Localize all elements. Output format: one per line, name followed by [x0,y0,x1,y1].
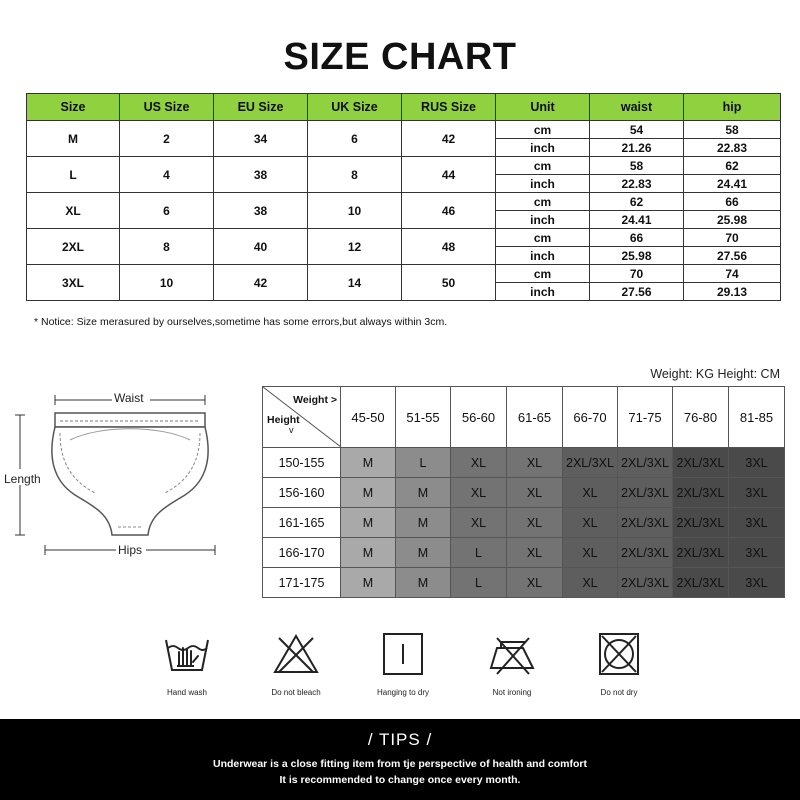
hip-cell: 24.41 [684,175,781,193]
size-row [27,121,781,139]
eu-size-cell: 38 [214,157,308,193]
waist-cell: 58 [590,157,684,175]
do-not-bleach-icon [271,632,321,676]
recommended-size-cell: 3XL [729,448,785,478]
hand-wash-icon [162,632,212,676]
header-uk-size: UK Size [308,94,402,121]
recommended-size-cell: 3XL [729,478,785,508]
size-chart-header-row [27,94,781,121]
recommended-size-cell: 2XL/3XL [618,538,673,568]
header-unit: Unit [496,94,590,121]
corner-weight-label: Weight > [293,394,337,406]
recommended-size-cell: M [396,538,451,568]
recommended-size-cell: XL [507,568,563,598]
hip-cell: 27.56 [684,247,781,265]
us-size-cell: 10 [120,265,214,301]
hip-cell: 22.83 [684,139,781,157]
care-do-not-bleach [251,632,341,697]
height-row [263,508,785,538]
weight-header-row [263,387,785,448]
recommended-size-cell: 2XL/3XL [673,508,729,538]
size-cell: 2XL [27,229,120,265]
hips-label: Hips [118,543,143,557]
recommended-size-cell: 3XL [729,568,785,598]
size-row [27,229,781,247]
uk-size-cell: 6 [308,121,402,157]
waist-cell: 22.83 [590,175,684,193]
height-cell: 150-155 [263,448,341,478]
recommended-size-cell: M [341,568,396,598]
recommended-size-cell: 2XL/3XL [618,568,673,598]
care-do-not-iron [467,632,557,697]
recommended-size-cell: XL [507,538,563,568]
unit-cell: inch [496,139,590,157]
us-size-cell: 2 [120,121,214,157]
unit-cell: inch [496,283,590,301]
size-chart-table [26,93,781,301]
recommended-size-cell: M [396,508,451,538]
uk-size-cell: 10 [308,193,402,229]
size-row [27,265,781,283]
corner-down-arrow: v [289,425,294,435]
unit-cell: cm [496,157,590,175]
waist-cell: 62 [590,193,684,211]
size-cell: M [27,121,120,157]
header-us-size: US Size [120,94,214,121]
size-row [27,193,781,211]
care-label: Not ironing [492,688,532,697]
size-cell: L [27,157,120,193]
recommended-size-cell: 2XL/3XL [618,478,673,508]
rus-size-cell: 46 [402,193,496,229]
care-hang-to-dry [358,632,448,697]
recommended-size-cell: 3XL [729,508,785,538]
rus-size-cell: 44 [402,157,496,193]
eu-size-cell: 38 [214,193,308,229]
do-not-iron-icon [487,632,537,676]
waist-cell: 24.41 [590,211,684,229]
eu-size-cell: 42 [214,265,308,301]
height-row [263,538,785,568]
recommended-size-cell: M [396,568,451,598]
unit-cell: cm [496,193,590,211]
weight-col-header: 66-70 [563,387,618,448]
recommended-size-cell: M [396,478,451,508]
hang-to-dry-icon [378,632,428,676]
header-eu-size: EU Size [214,94,308,121]
size-cell: 3XL [27,265,120,301]
corner-height-label: Height [267,414,300,426]
recommended-size-cell: XL [563,568,618,598]
care-label: Hanging to dry [376,688,430,697]
waist-cell: 27.56 [590,283,684,301]
hip-cell: 70 [684,229,781,247]
us-size-cell: 6 [120,193,214,229]
unit-cell: cm [496,121,590,139]
recommended-size-cell: 3XL [729,538,785,568]
hip-cell: 58 [684,121,781,139]
us-size-cell: 8 [120,229,214,265]
unit-cell: cm [496,265,590,283]
tips-line-2: It is recommended to change once every month. [279,774,521,786]
uk-size-cell: 14 [308,265,402,301]
weight-col-header: 71-75 [618,387,673,448]
weight-col-header: 51-55 [396,387,451,448]
unit-cell: inch [496,211,590,229]
waist-label: Waist [114,391,144,405]
recommended-size-cell: 2XL/3XL [618,448,673,478]
hip-cell: 29.13 [684,283,781,301]
rus-size-cell: 42 [402,121,496,157]
height-cell: 156-160 [263,478,341,508]
care-label: Hand wash [166,688,208,697]
recommended-size-cell: 2XL/3XL [673,478,729,508]
eu-size-cell: 34 [214,121,308,157]
recommended-size-cell: L [451,538,507,568]
weight-col-header: 45-50 [341,387,396,448]
tips-title: / TIPS / [367,730,433,749]
hip-cell: 62 [684,157,781,175]
waist-cell: 70 [590,265,684,283]
size-row [27,157,781,175]
waist-cell: 66 [590,229,684,247]
rus-size-cell: 48 [402,229,496,265]
recommended-size-cell: 2XL/3XL [673,568,729,598]
size-cell: XL [27,193,120,229]
height-cell: 161-165 [263,508,341,538]
do-not-dry-clean-icon [594,632,644,676]
recommended-size-cell: XL [563,508,618,538]
length-label: Length [4,472,41,486]
size-notice: * Notice: Size merasured by ourselves,sometime has some errors,but always within 3cm. [34,316,448,328]
recommended-size-cell: 2XL/3XL [563,448,618,478]
unit-cell: cm [496,229,590,247]
tips-banner [0,719,800,800]
height-cell: 171-175 [263,568,341,598]
recommended-size-cell: L [396,448,451,478]
recommended-size-cell: M [341,448,396,478]
garment-diagram [0,385,260,575]
header-size: Size [27,94,120,121]
weight-col-header: 56-60 [451,387,507,448]
weight-height-table [262,386,785,598]
recommended-size-cell: XL [507,508,563,538]
tips-line-1: Underwear is a close fitting item from tje perspective of health and comfort [213,758,587,770]
recommended-size-cell: M [341,478,396,508]
waist-cell: 25.98 [590,247,684,265]
care-hand-wash [142,632,232,697]
recommended-size-cell: XL [451,508,507,538]
recommended-size-cell: XL [563,538,618,568]
unit-cell: inch [496,175,590,193]
height-row [263,478,785,508]
care-label: Do not dry [600,688,638,697]
waist-cell: 21.26 [590,139,684,157]
hip-cell: 66 [684,193,781,211]
weight-col-header: 81-85 [729,387,785,448]
header-hip: hip [684,94,781,121]
recommended-size-cell: 2XL/3XL [673,448,729,478]
care-label: Do not bleach [271,688,321,697]
hip-cell: 74 [684,265,781,283]
weight-height-corner [263,387,341,448]
uk-size-cell: 8 [308,157,402,193]
waist-cell: 54 [590,121,684,139]
recommended-size-cell: M [341,508,396,538]
recommended-size-cell: XL [507,478,563,508]
recommended-size-cell: XL [563,478,618,508]
us-size-cell: 4 [120,157,214,193]
unit-cell: inch [496,247,590,265]
page-title: SIZE CHART [283,36,517,78]
header-rus-size: RUS Size [402,94,496,121]
uk-size-cell: 12 [308,229,402,265]
hip-cell: 25.98 [684,211,781,229]
recommended-size-cell: XL [507,448,563,478]
recommended-size-cell: XL [451,448,507,478]
height-cell: 166-170 [263,538,341,568]
recommended-size-cell: 2XL/3XL [673,538,729,568]
recommended-size-cell: L [451,568,507,598]
recommended-size-cell: 2XL/3XL [618,508,673,538]
eu-size-cell: 40 [214,229,308,265]
care-do-not-dry [574,632,664,697]
weight-col-header: 61-65 [507,387,563,448]
recommended-size-cell: M [341,538,396,568]
weight-col-header: 76-80 [673,387,729,448]
units-note: Weight: KG Height: CM [650,367,780,381]
recommended-size-cell: XL [451,478,507,508]
height-row [263,448,785,478]
rus-size-cell: 50 [402,265,496,301]
height-row [263,568,785,598]
header-waist: waist [590,94,684,121]
